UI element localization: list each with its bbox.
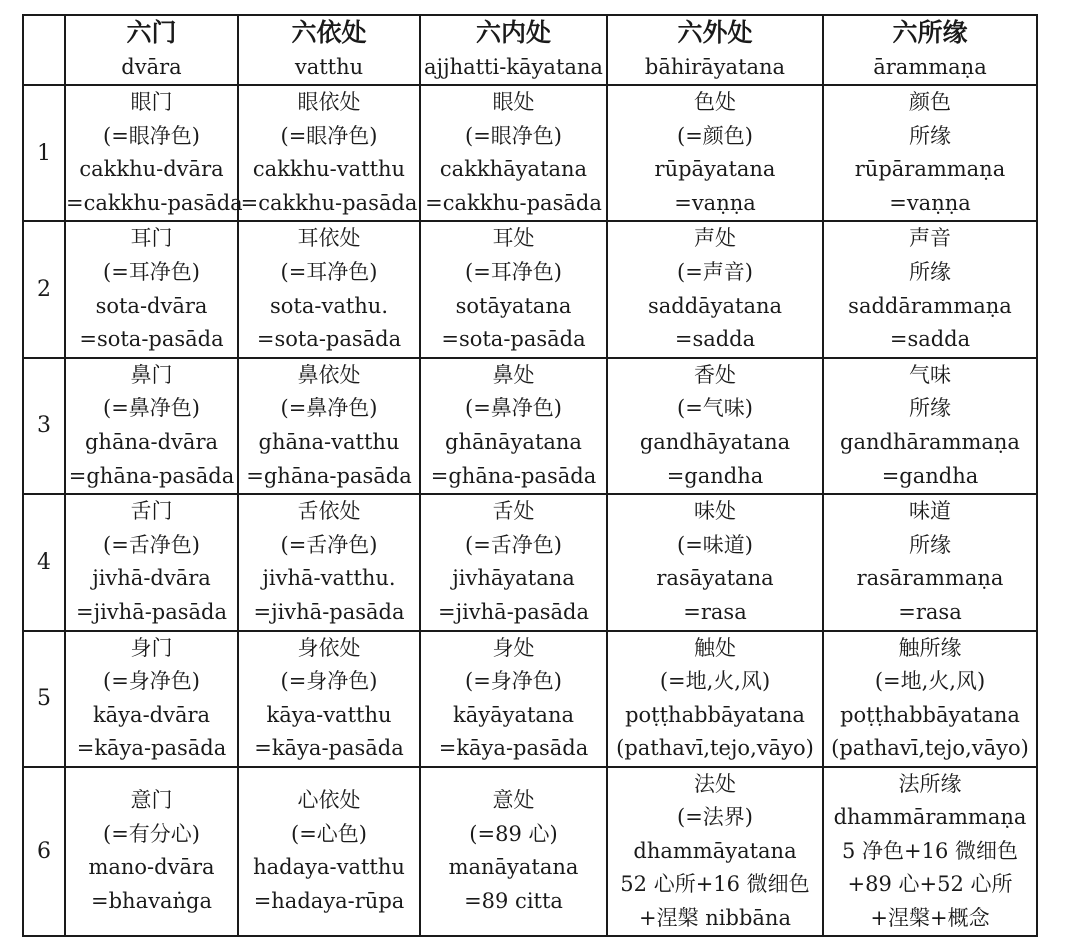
cell-line: 鼻门 <box>130 362 173 387</box>
header-vatthu <box>238 15 420 85</box>
cell-line: (=有分心) <box>103 821 200 846</box>
cell-line: 5 净色+16 微细色 <box>841 838 1019 863</box>
cell-line: 触所缘 <box>898 635 962 660</box>
cell-vatthu <box>238 494 420 630</box>
cell-line: cakkhāyatana <box>439 157 588 182</box>
cell-vatthu <box>238 358 420 494</box>
cell-line: +89 心+52 心所 <box>847 872 1013 897</box>
header-inner-base-pali: ajjhatti-kāyatana <box>424 55 603 79</box>
cell-line: rasāyatana <box>656 566 774 591</box>
cell-line: kāyāyatana <box>452 702 575 727</box>
cell-inner-base <box>420 767 607 936</box>
cell-dvara <box>65 631 238 767</box>
cell-outer-base <box>607 85 823 221</box>
cell-line: 气味 <box>909 362 951 387</box>
cell-line: =gandha <box>666 463 764 488</box>
cell-line: (=眼净色) <box>465 123 562 148</box>
cell-inner-base <box>420 494 607 630</box>
cell-line: 所缘 <box>909 123 951 148</box>
row-number: 1 <box>23 85 65 221</box>
cell-vatthu <box>238 85 420 221</box>
cell-line: (=耳净色) <box>103 259 200 284</box>
cell-line: (=身净色) <box>103 669 200 694</box>
cell-object <box>823 221 1037 357</box>
cell-line: =jivhā-pasāda <box>253 599 405 624</box>
cell-inner-base <box>420 631 607 767</box>
cell-inner-base <box>420 221 607 357</box>
cell-line: =kāya-pasāda <box>76 736 227 761</box>
cell-line: rūpārammaṇa <box>854 157 1006 182</box>
cell-line: 眼处 <box>492 90 535 114</box>
cell-line: 鼻处 <box>492 362 535 387</box>
cell-line: 鼻依处 <box>297 362 361 387</box>
cell-line: =sota-pasāda <box>79 327 224 352</box>
cell-object <box>823 494 1037 630</box>
cell-line: 眼依处 <box>297 90 361 114</box>
table-row <box>23 767 1037 936</box>
cell-line: mano-dvāra <box>88 855 215 880</box>
cell-line: 触处 <box>694 635 736 660</box>
cell-line: (=舌净色) <box>280 532 378 557</box>
header-empty-cell <box>23 15 65 85</box>
cell-line: =vaṇṇa <box>889 190 971 215</box>
cell-line: =vaṇṇa <box>674 190 756 215</box>
cell-object <box>823 85 1037 221</box>
header-object-pali: ārammaṇa <box>873 55 987 79</box>
cell-line: 意门 <box>130 788 173 813</box>
cell-line: 所缘 <box>909 532 951 557</box>
cell-line: 所缘 <box>909 396 951 421</box>
header-dvara-pali: dvāra <box>121 55 182 79</box>
header-outer-base-zh: 六外处 <box>677 18 753 47</box>
cell-line: (=鼻净色) <box>103 396 200 421</box>
cell-line: rasārammaṇa <box>856 566 1004 591</box>
cell-line: sota-vathu. <box>269 293 389 318</box>
cell-line: =ghāna-pasāda <box>246 463 412 488</box>
cell-inner-base <box>420 358 607 494</box>
cell-line: 耳处 <box>492 226 535 251</box>
cell-line: 香处 <box>694 362 736 387</box>
cell-line: 所缘 <box>909 259 951 284</box>
header-vatthu-pali: vatthu <box>294 55 364 79</box>
header-row <box>23 15 1037 85</box>
cell-line: ghānāyatana <box>445 429 582 454</box>
header-outer-base <box>607 15 823 85</box>
cell-inner-base <box>420 85 607 221</box>
cell-line: +涅槃 nibbāna <box>639 905 791 930</box>
cell-object <box>823 358 1037 494</box>
table-row <box>23 85 1037 221</box>
cell-line: dhammāyatana <box>633 838 797 863</box>
table-row <box>23 494 1037 630</box>
cell-line: =89 citta <box>464 888 563 913</box>
six-sense-table <box>22 14 1038 937</box>
cell-line: 法所缘 <box>898 771 962 796</box>
header-inner-base <box>420 15 607 85</box>
cell-line: (=眼净色) <box>280 123 378 148</box>
cell-line: =sadda <box>889 327 971 352</box>
cell-line: 舌处 <box>492 499 535 524</box>
row-number: 3 <box>23 358 65 494</box>
cell-line: =hadaya-rūpa <box>253 888 405 913</box>
cell-line: (=89 心) <box>469 821 558 846</box>
cell-line: 身门 <box>130 635 173 660</box>
cell-vatthu <box>238 631 420 767</box>
cell-line: gandhāyatana <box>639 429 791 454</box>
header-outer-base-pali: bāhirāyatana <box>644 55 786 79</box>
cell-line: 52 心所+16 微细色 <box>620 872 810 897</box>
cell-line: cakkhu-dvāra <box>79 157 224 182</box>
cell-outer-base <box>607 631 823 767</box>
cell-line: 颜色 <box>909 90 951 114</box>
row-number: 2 <box>23 221 65 357</box>
cell-line: (=眼净色) <box>103 123 200 148</box>
cell-line: (=鼻净色) <box>280 396 378 421</box>
cell-line: (=耳净色) <box>280 259 378 284</box>
cell-line: =sota-pasāda <box>256 327 402 352</box>
cell-line: =jivhā-pasāda <box>75 599 228 624</box>
cell-outer-base <box>607 221 823 357</box>
cell-outer-base <box>607 494 823 630</box>
cell-line: 心依处 <box>297 788 361 813</box>
cell-line: saddārammaṇa <box>848 293 1012 318</box>
cell-line: =sadda <box>674 327 756 352</box>
cell-line: 意处 <box>492 788 535 813</box>
cell-line: 法处 <box>694 771 736 796</box>
cell-line: sotāyatana <box>455 293 572 318</box>
cell-line: saddāyatana <box>647 293 783 318</box>
header-vatthu-zh: 六依处 <box>291 18 367 47</box>
cell-line: ghāna-vatthu <box>258 429 400 454</box>
cell-line: (=味道) <box>677 532 753 557</box>
cell-line: =rasa <box>898 599 962 624</box>
cell-line: jivhāyatana <box>452 566 575 591</box>
cell-line: =sota-pasāda <box>441 327 586 352</box>
cell-line: jivhā-dvāra <box>92 566 211 591</box>
cell-line: 声音 <box>909 226 951 251</box>
header-inner-base-zh: 六内处 <box>475 18 551 47</box>
cell-dvara <box>65 494 238 630</box>
cell-line: manāyatana <box>448 855 579 880</box>
cell-line: 色处 <box>694 90 736 114</box>
cell-line: cakkhu-vatthu <box>252 157 406 182</box>
cell-line: (=地,火,风) <box>659 669 771 694</box>
cell-vatthu <box>238 767 420 936</box>
cell-line: rūpāyatana <box>654 157 776 182</box>
row-number: 4 <box>23 494 65 630</box>
cell-line: kāya-vatthu <box>266 702 392 727</box>
cell-line: =gandha <box>881 463 979 488</box>
header-object <box>823 15 1037 85</box>
cell-line: sota-dvāra <box>95 293 208 318</box>
header-object-zh: 六所缘 <box>892 18 968 47</box>
cell-line: 味处 <box>694 499 736 524</box>
cell-line: (pathavī,tejo,vāyo) <box>616 736 814 761</box>
row-number: 6 <box>23 767 65 936</box>
cell-line: =cakkhu-pasāda <box>240 190 418 215</box>
cell-line: 舌门 <box>130 499 173 524</box>
cell-dvara <box>65 767 238 936</box>
cell-outer-base <box>607 358 823 494</box>
cell-object <box>823 767 1037 936</box>
cell-line: =ghāna-pasāda <box>68 463 235 488</box>
cell-line: hadaya-vatthu <box>253 855 405 880</box>
cell-line: 味道 <box>909 499 951 524</box>
cell-line: (=身净色) <box>465 669 562 694</box>
cell-line: =cakkhu-pasāda <box>66 190 243 215</box>
cell-dvara <box>65 358 238 494</box>
cell-line: poṭṭhabbāyatana <box>840 702 1020 727</box>
cell-vatthu <box>238 221 420 357</box>
row-number: 5 <box>23 631 65 767</box>
cell-line: 耳门 <box>130 226 173 251</box>
table-row <box>23 631 1037 767</box>
header-dvara <box>65 15 238 85</box>
cell-line: 耳依处 <box>297 226 361 251</box>
cell-line: gandhārammaṇa <box>840 429 1020 454</box>
cell-line: 身依处 <box>297 635 361 660</box>
cell-line: jivhā-vatthu. <box>262 566 396 591</box>
cell-line: +涅槃+概念 <box>870 905 990 930</box>
cell-line: =cakkhu-pasāda <box>425 190 602 215</box>
cell-line: (=气味) <box>677 396 753 421</box>
cell-line: (=地,火,风) <box>874 669 986 694</box>
cell-line: 声处 <box>694 226 736 251</box>
cell-line: =kāya-pasāda <box>438 736 589 761</box>
cell-line: =kāya-pasāda <box>254 736 404 761</box>
table-row <box>23 358 1037 494</box>
cell-line: ghāna-dvāra <box>84 429 218 454</box>
cell-line: (=身净色) <box>280 669 378 694</box>
cell-line: 舌依处 <box>297 499 361 524</box>
cell-line: (=法界) <box>677 805 753 830</box>
cell-dvara <box>65 221 238 357</box>
cell-line: (=心色) <box>291 821 367 846</box>
cell-line: (=颜色) <box>677 123 753 148</box>
cell-outer-base <box>607 767 823 936</box>
cell-line: poṭṭhabbāyatana <box>625 702 805 727</box>
cell-line: (pathavī,tejo,vāyo) <box>831 736 1029 761</box>
cell-line: (=耳净色) <box>465 259 562 284</box>
cell-line: =jivhā-pasāda <box>437 599 590 624</box>
cell-line: kāya-dvāra <box>92 702 211 727</box>
cell-line: (=声音) <box>677 259 753 284</box>
header-dvara-zh: 六门 <box>126 18 177 47</box>
cell-line: 身处 <box>492 635 535 660</box>
cell-line: =ghāna-pasāda <box>430 463 597 488</box>
table-row <box>23 221 1037 357</box>
cell-line: =rasa <box>683 599 747 624</box>
cell-line: dhammārammaṇa <box>833 805 1027 830</box>
cell-line: (=舌净色) <box>465 532 562 557</box>
cell-dvara <box>65 85 243 221</box>
cell-line: (=鼻净色) <box>465 396 562 421</box>
cell-object <box>823 631 1037 767</box>
cell-line: (=舌净色) <box>103 532 200 557</box>
cell-line: 眼门 <box>130 90 173 114</box>
cell-line: =bhavaṅga <box>91 888 212 913</box>
